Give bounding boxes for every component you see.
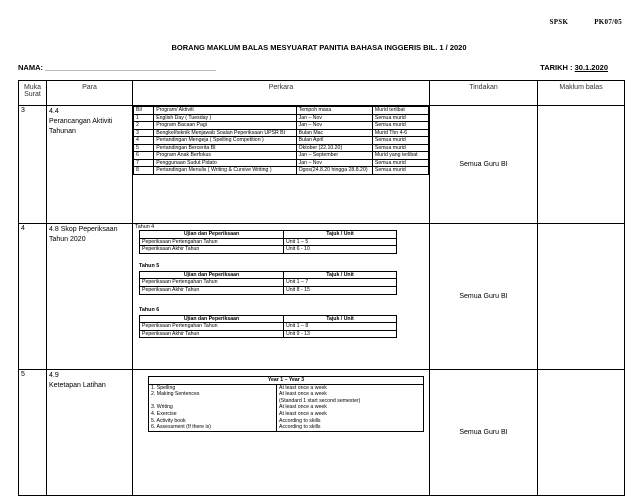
activity-tempoh: Jan – Nov (296, 114, 372, 122)
table-row (19, 370, 625, 496)
tindakan-cell: Semua Guru BI (430, 370, 538, 496)
exam-col-tajuk: Tajuk / Unit (284, 271, 397, 279)
activity-row (134, 114, 429, 122)
exam-unit: Unit 1 – 7 (284, 279, 397, 287)
activity-tempoh: Bulan Mac (296, 129, 372, 137)
exercise-items (149, 384, 277, 431)
frequency-item: At least once a week (279, 384, 327, 391)
exam-table-tahun-6 (139, 315, 397, 339)
activity-row (134, 137, 429, 145)
page-number: 5 (19, 370, 47, 496)
activity-program: Pertandingan Menulis ( Writing & Cursive Writing ) (154, 167, 296, 175)
exam-name: Peperiksaan Pertengahan Tahun (140, 279, 284, 287)
exam-name: Peperiksaan Pertengahan Tahun (140, 323, 284, 331)
table-row (19, 224, 625, 370)
date-field (540, 63, 608, 72)
exam-table-tahun-5 (139, 271, 397, 295)
activity-bil: 1 (134, 114, 154, 122)
activity-program: Pertandingan Mengeja ( Spelling Competition ) (154, 137, 296, 145)
page-number: 3 (19, 106, 47, 224)
maklum-balas-cell[interactable] (538, 370, 625, 496)
frequency-item: At least once a week (279, 391, 327, 398)
tahun-4-label: Tahun 4 (135, 224, 155, 230)
activity-row (134, 129, 429, 137)
activity-col-tempoh: Tempoh masa (296, 107, 372, 115)
exam-unit: Unit 9 - 13 (284, 330, 397, 338)
activity-program: Program Bacaan Pagi (154, 122, 296, 130)
date-label: TARIKH : (540, 63, 573, 72)
tahun-6-label: Tahun 6 (139, 306, 160, 313)
exam-row (140, 330, 397, 338)
activity-col-program: Program/ Aktiviti (154, 107, 296, 115)
activity-tempoh: Bulan April (296, 137, 372, 145)
exam-unit: Unit 1 – 8 (284, 323, 397, 331)
para-title: Perancangan Aktiviti Tahunan (49, 118, 113, 135)
activity-murid: Semua murid (372, 159, 428, 167)
frequency-item: At least once a week (279, 410, 327, 417)
tindakan-cell: Semua Guru BI (430, 224, 538, 370)
exam-table-tahun-4 (139, 230, 397, 254)
exercise-item: 3. Writing (151, 404, 173, 411)
activity-bil: 8 (134, 167, 154, 175)
activity-table (133, 106, 429, 175)
activity-col-murid: Murid terlibat (372, 107, 428, 115)
tindakan-cell: Semua Guru BI (430, 106, 538, 224)
activity-program: English Day ( Tuesday ) (154, 114, 296, 122)
col-header-para: Para (47, 81, 133, 106)
exercise-item: 1. Spelling (151, 384, 176, 391)
activity-row (134, 122, 429, 130)
col-header-maklum-balas: Maklum balas (538, 81, 625, 106)
perkara-cell (133, 370, 430, 496)
form-code-left: SPSK (549, 18, 569, 26)
activity-program: Program Anak Berfokus (154, 152, 296, 160)
activity-bil: 3 (134, 129, 154, 137)
activity-bil: 7 (134, 159, 154, 167)
exercise-frequency (277, 384, 424, 431)
feedback-table (18, 80, 625, 496)
activity-row (134, 144, 429, 152)
exam-col-tajuk: Tajuk / Unit (284, 231, 397, 239)
exercise-spacer (151, 398, 274, 405)
frequency-item: According to skills (279, 424, 321, 431)
col-header-perkara: Perkara (133, 81, 430, 106)
exam-row (140, 286, 397, 294)
exercise-item: 5. Activity book (151, 417, 186, 424)
exam-row (140, 238, 397, 246)
col-header-muka: Muka Surat (19, 81, 47, 106)
exam-name: Peperiksaan Pertengahan Tahun (140, 238, 284, 246)
para-title: Ketetapan Latihan (49, 382, 106, 389)
para-cell (47, 370, 133, 496)
activity-bil: 5 (134, 144, 154, 152)
activity-murid: Murid yang terlibat (372, 152, 428, 160)
tahun-5-label: Tahun 5 (139, 262, 160, 269)
exam-unit: Unit 6 - 10 (284, 246, 397, 254)
exam-col-ujian: Ujian dan Peperiksaan (140, 231, 284, 239)
activity-tempoh: Jan – Nov (296, 159, 372, 167)
activity-program: Pertandingan Bercerita BI (154, 144, 296, 152)
maklum-balas-cell[interactable] (538, 224, 625, 370)
exercise-item: 2. Making Sentences (151, 391, 200, 398)
para-number: 4.4 (49, 108, 59, 115)
activity-program: Bengkel/teknik Menjawab Soalan Peperiksaan UPSR BI (154, 129, 296, 137)
activity-row (134, 167, 429, 175)
activity-murid: Semua murid (372, 167, 428, 175)
activity-murid: Semua murid (372, 137, 428, 145)
exercise-item: 4. Exercise (151, 410, 177, 417)
col-header-tindakan: Tindakan (430, 81, 538, 106)
activity-tempoh: Oktober (22.10.20) (296, 144, 372, 152)
form-code (524, 18, 622, 26)
perkara-cell (133, 106, 430, 224)
activity-bil: 2 (134, 122, 154, 130)
activity-row (134, 159, 429, 167)
activity-tempoh: Jan – Nov (296, 122, 372, 130)
exam-col-ujian: Ujian dan Peperiksaan (140, 315, 284, 323)
page-number: 4 (19, 224, 47, 370)
exam-name: Peperiksaan Akhir Tahun (140, 330, 284, 338)
perkara-cell (133, 224, 430, 370)
document-title: BORANG MAKLUM BALAS MESYUARAT PANITIA BAHASA INGGERIS BIL. 1 / 2020 (171, 43, 467, 52)
exam-unit: Unit 1 – 5 (284, 238, 397, 246)
activity-col-bil: Bil (134, 107, 154, 115)
frequency-item: According to skills (279, 417, 321, 424)
para-number: 4.9 (49, 372, 59, 379)
name-field: NAMA: _________________________________________ (18, 63, 217, 72)
activity-bil: 6 (134, 152, 154, 160)
form-code-right: PK07/05 (594, 18, 622, 26)
exam-row (140, 246, 397, 254)
activity-murid: Semua murid (372, 114, 428, 122)
activity-bil: 4 (134, 137, 154, 145)
activity-header-row (134, 107, 429, 115)
exam-col-ujian: Ujian dan Peperiksaan (140, 271, 284, 279)
para-title: Skop Peperiksaan Tahun 2020 (49, 226, 118, 243)
activity-row (134, 152, 429, 160)
exam-name: Peperiksaan Akhir Tahun (140, 246, 284, 254)
exercise-item: 6. Assessment (If there is) (151, 424, 211, 431)
frequency-item: At least once a week (279, 404, 327, 411)
activity-tempoh: Jan – September (296, 152, 372, 160)
table-row (19, 106, 625, 224)
frequency-item: (Standard 1 start second semester) (279, 397, 361, 404)
exam-name: Peperiksaan Akhir Tahun (140, 286, 284, 294)
exercise-table (148, 376, 424, 432)
date-value: 30.1.2020 (574, 63, 608, 72)
activity-program: Penggunaan Sudut Pidato (154, 159, 296, 167)
exam-row (140, 323, 397, 331)
activity-murid: Murid Thn 4-6 (372, 129, 428, 137)
activity-murid: Semua murid (372, 144, 428, 152)
activity-murid: Semua murid (372, 122, 428, 130)
para-number: 4.8 (49, 226, 59, 233)
exam-unit: Unit 8 - 15 (284, 286, 397, 294)
para-cell (47, 106, 133, 224)
maklum-balas-cell[interactable] (538, 106, 625, 224)
exam-col-tajuk: Tajuk / Unit (284, 315, 397, 323)
para-cell (47, 224, 133, 370)
activity-tempoh: Ogos(24.8.20 hingga 28.8.20) (296, 167, 372, 175)
exercise-table-header: Year 1 – Year 3 (149, 377, 424, 385)
exercise-body (149, 384, 424, 431)
exam-row (140, 279, 397, 287)
